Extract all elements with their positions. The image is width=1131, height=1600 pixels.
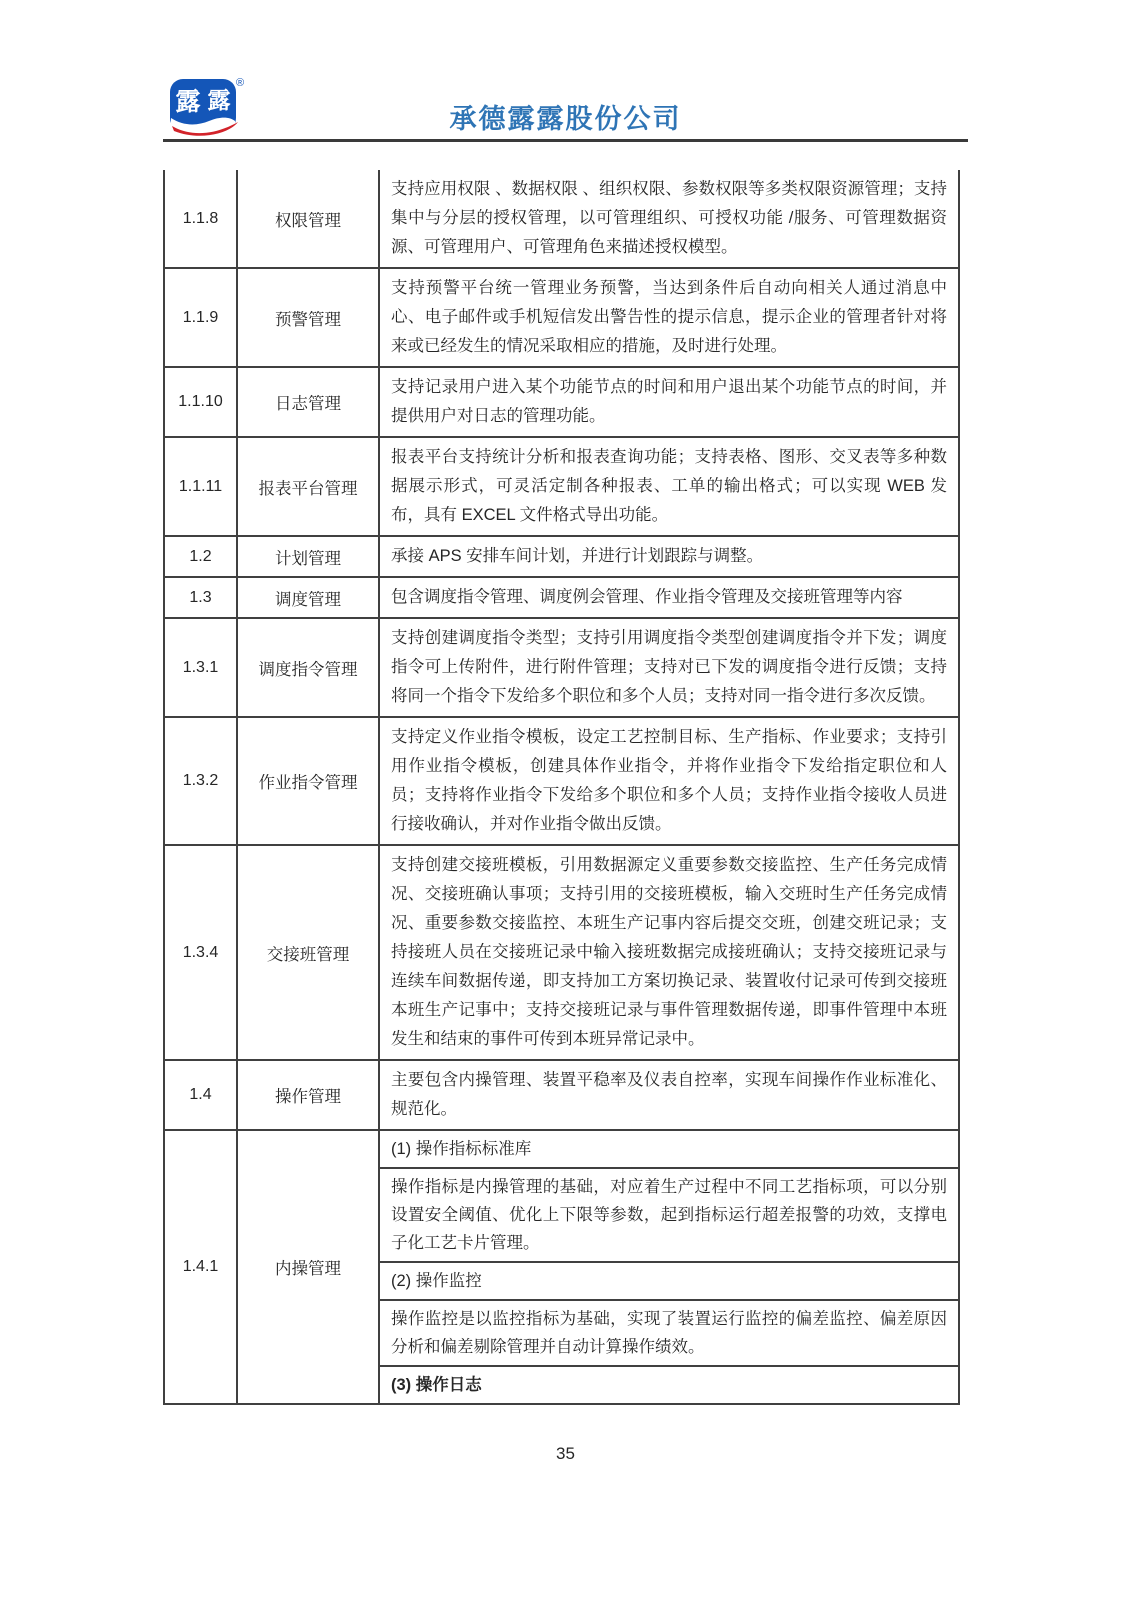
table-row (164, 717, 959, 845)
row-number: 1.1.10 (164, 367, 237, 437)
sub-item-title: (2) 操作监控 (380, 1263, 958, 1301)
sub-item-text: 操作监控是以监控指标为基础，实现了装置运行监控的偏差监控、偏差原因分析和偏差剔除管理并自动计算操作绩效。 (380, 1301, 958, 1367)
module-name: 日志管理 (237, 367, 379, 437)
table-row (164, 268, 959, 367)
module-name: 报表平台管理 (237, 437, 379, 536)
logo-char-left: 露 (175, 88, 201, 116)
sub-item-title: (1) 操作指标标准库 (380, 1131, 958, 1169)
module-description: 支持定义作业指令模板，设定工艺控制目标、生产指标、作业要求；支持引用作业指令模板，创建具体作业指令，并将作业指令下发给指定职位和人员；支持将作业指令下发给多个职位和多个人员；支持作业指令接收人员进行接收确认，并对作业指令做出反馈。 (379, 717, 959, 845)
table-row (164, 618, 959, 717)
module-description: 报表平台支持统计分析和报表查询功能；支持表格、图形、交叉表等多种数据展示形式，可灵活定制各种报表、工单的输出格式；可以实现 WEB 发布，具有 EXCEL 文件格式导出功能。 (379, 437, 959, 536)
module-description: 主要包含内操管理、装置平稳率及仪表自控率，实现车间操作作业标准化、规范化。 (379, 1060, 959, 1130)
table-row (164, 536, 959, 577)
sub-item-text: 操作指标是内操管理的基础，对应着生产过程中不同工艺指标项，可以分别设置安全阈值、优化上下限等参数，起到指标运行超差报警的功效，支撑电子化工艺卡片管理。 (380, 1169, 958, 1263)
module-description: 支持记录用户进入某个功能节点的时间和用户退出某个功能节点的时间，并提供用户对日志的管理功能。 (379, 367, 959, 437)
logo-char-right: 露 (207, 87, 231, 113)
company-title: 承德露露股份公司 (449, 104, 682, 134)
row-number: 1.4 (164, 1060, 237, 1130)
module-description: 包含调度指令管理、调度例会管理、作业指令管理及交接班管理等内容 (379, 577, 959, 618)
module-description: 支持创建调度指令类型；支持引用调度指令类型创建调度指令并下发；调度指令可上传附件，进行附件管理；支持对已下发的调度指令进行反馈；支持将同一个指令下发给多个职位和多个人员；支持对同一指令进行多次反馈。 (379, 618, 959, 717)
module-name: 交接班管理 (237, 845, 379, 1060)
row-number: 1.3.1 (164, 618, 237, 717)
module-name: 作业指令管理 (237, 717, 379, 845)
sub-item-title: (3) 操作日志 (391, 1376, 482, 1394)
table-row (164, 437, 959, 536)
table-row (164, 845, 959, 1060)
module-name: 预警管理 (237, 268, 379, 367)
row-number: 1.1.11 (164, 437, 237, 536)
row-number: 1.4.1 (164, 1130, 237, 1404)
module-description: 支持创建交接班模板，引用数据源定义重要参数交接监控、生产任务完成情况、交接班确认事项；支持引用的交接班模板，输入交班时生产任务完成情况、重要参数交接监控、本班生产记事内容后提交交班，创建交班记录；支持接班人员在交接班记录中输入接班数据完成接班确认；支持交接班记录与连续车间数据传递，即支持加工方案切换记录、装置收付记录可传到交接班本班生产记事中；支持交接班记录与事件管理数据传递，即事件管理中本班发生和结束的事件可传到本班异常记录中。 (379, 845, 959, 1060)
header-divider (163, 139, 968, 142)
module-description: 支持应用权限 、数据权限 、组织权限、参数权限等多类权限资源管理；支持集中与分层的授权管理，以可管理组织、可授权功能 /服务、可管理数据资源、可管理用户、可管理角色来描述授权模型。 (379, 170, 959, 268)
module-name: 调度指令管理 (237, 618, 379, 717)
module-name: 计划管理 (237, 536, 379, 577)
table-row (164, 1060, 959, 1130)
table-row (164, 367, 959, 437)
module-name: 操作管理 (237, 1060, 379, 1130)
module-name: 调度管理 (237, 577, 379, 618)
row-number: 1.1.8 (164, 170, 237, 268)
row-number: 1.3.2 (164, 717, 237, 845)
module-name: 权限管理 (237, 170, 379, 268)
table-row (164, 170, 959, 268)
row-number: 1.3.4 (164, 845, 237, 1060)
row-number: 1.2 (164, 536, 237, 577)
module-description: 承接 APS 安排车间计划，并进行计划跟踪与调整。 (379, 536, 959, 577)
table-row (164, 577, 959, 618)
module-name: 内操管理 (237, 1130, 379, 1404)
row-number: 1.3 (164, 577, 237, 618)
row-number: 1.1.9 (164, 268, 237, 367)
module-description (379, 1130, 959, 1404)
page-number: 35 (556, 1444, 575, 1463)
module-description: 支持预警平台统一管理业务预警，当达到条件后自动向相关人通过消息中心、电子邮件或手机短信发出警告性的提示信息，提示企业的管理者针对将来或已经发生的情况采取相应的措施，及时进行处理。 (379, 268, 959, 367)
registered-trademark-icon: ® (235, 77, 245, 89)
table-row (164, 1130, 959, 1404)
requirements-table (163, 170, 960, 1405)
